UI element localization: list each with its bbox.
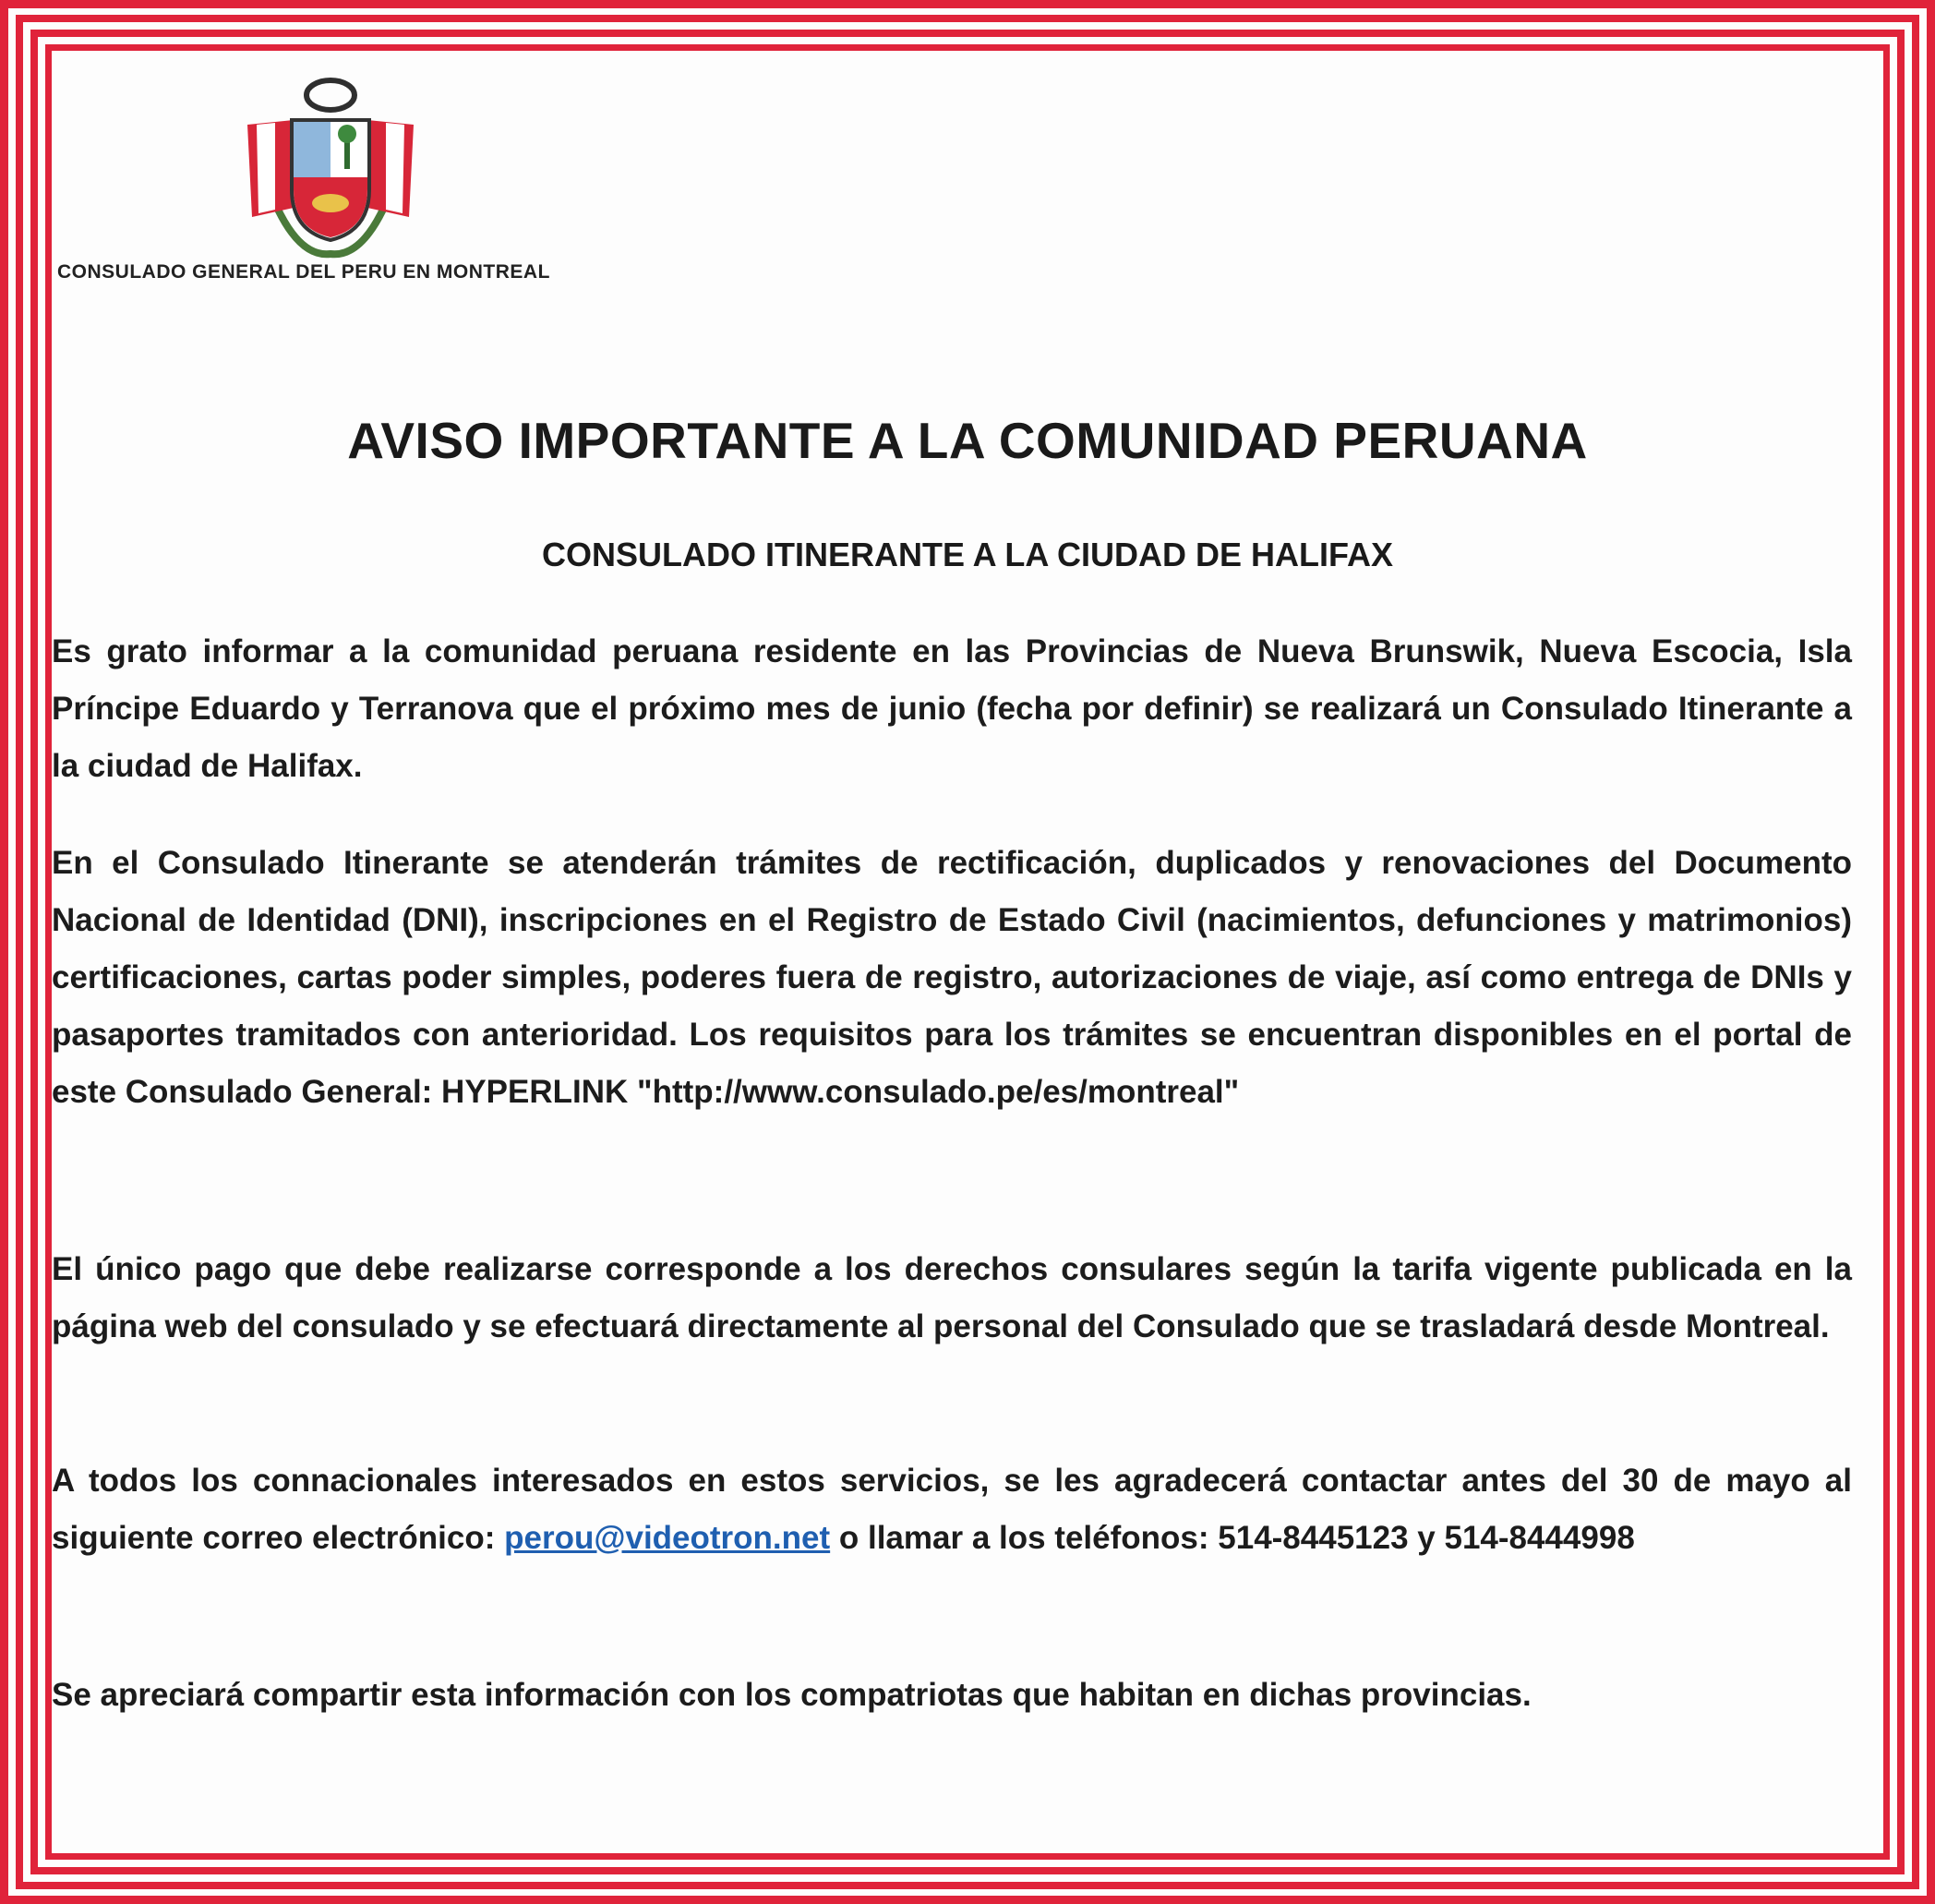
document-body bbox=[52, 51, 1883, 1853]
email-link[interactable]: perou@videotron.net bbox=[504, 1520, 831, 1556]
consulate-name: CONSULADO GENERAL DEL PERU EN MONTREAL bbox=[57, 261, 550, 283]
paragraph-contact bbox=[52, 1452, 1852, 1567]
contact-text-after: o llamar a los teléfonos: 514-8445123 y 514-8444998 bbox=[830, 1520, 1635, 1556]
paragraph-share: Se apreciará compartir esta información con los compatriotas que habitan en dichas provincias. bbox=[52, 1677, 1532, 1713]
notice-title: AVISO IMPORTANTE A LA COMUNIDAD PERUANA bbox=[347, 412, 1588, 469]
paragraph-intro: Es grato informar a la comunidad peruana residente en las Provincias de Nueva Brunswik, Nueva Escocia, Isla Príncipe Eduardo y Terranova que el próximo mes de junio (fecha por definir) se realizará un Consulado Itinerante a la ciudad de Halifax. bbox=[52, 633, 1852, 784]
paragraph-services: En el Consulado Itinerante se atenderán trámites de rectificación, duplicados y renovaciones del Documento Nacional de Identidad (DNI), inscripciones en el Registro de Estado Civil (nacimientos, defunciones y matrimonios) certificaciones, cartas poder simples, poderes fuera de registro, autorizaciones de viaje, así como entrega de DNIs y pasaportes tramitados con anterioridad. Los requisitos para los trámites se encuentran disponibles en el portal de este Consulado General: HYPERLINK "http://www.consulado.pe/es/montreal" bbox=[52, 845, 1852, 1110]
notice-subtitle: CONSULADO ITINERANTE A LA CIUDAD DE HALIFAX bbox=[542, 536, 1393, 573]
contact-text-before: A todos los connacionales interesados en estos servicios, se les agradecerá contactar antes del 30 de mayo al siguiente correo electrónico: bbox=[52, 1463, 1852, 1556]
peru-coat-of-arms-icon bbox=[229, 69, 432, 272]
paragraph-payment: El único pago que debe realizarse corresponde a los derechos consulares según la tarifa vigente publicada en la página web del consulado y se efectuará directamente al personal del Consulado que se trasladará desde Montreal. bbox=[52, 1251, 1852, 1344]
